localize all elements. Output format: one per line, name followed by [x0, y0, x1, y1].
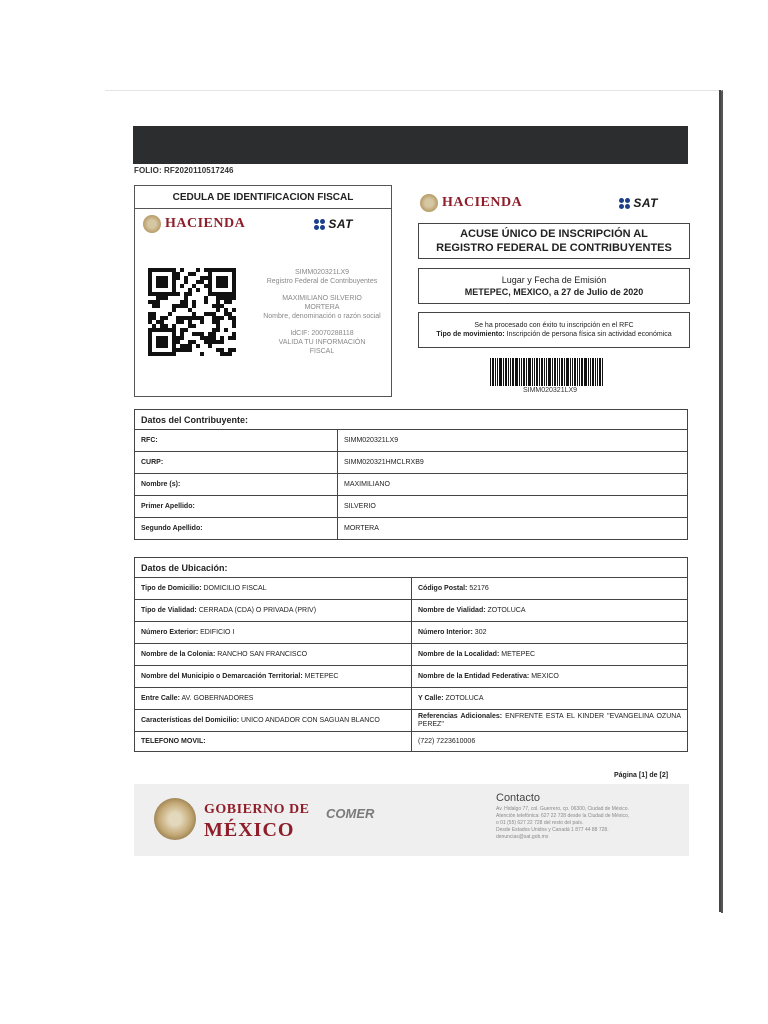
lugar-value: METEPEC, MEXICO, a 27 de Julio de 2020	[464, 287, 644, 297]
row-value: SIMM020321HMCLRXB9	[338, 452, 688, 474]
row-value: SIMM020321LX9	[338, 430, 688, 452]
table-row	[135, 518, 688, 540]
table-row	[135, 688, 688, 710]
ubicacion-cell-right	[412, 710, 688, 732]
cell-value: ENFRENTE ESTA EL KINDER "EVANGELINA OZUNA PEREZ"	[418, 712, 681, 728]
cedula-name-2: MORTERA	[304, 304, 340, 311]
footer-banner	[134, 784, 689, 856]
procesado-text: Se ha procesado con éxito tu inscripción en el RFC	[474, 322, 634, 329]
cell-label: Características del Domicilio:	[141, 716, 240, 724]
gobierno-logo	[204, 800, 309, 840]
table-row	[135, 452, 688, 474]
lugar-fecha-box	[418, 268, 690, 304]
comer-logo: COMER	[326, 806, 375, 821]
row-label: Primer Apellido:	[135, 496, 338, 518]
cell-value: ZOTOLUCA	[487, 607, 526, 614]
cedula-rfc-caption: Registro Federal de Contribuyentes	[266, 278, 378, 285]
row-label: CURP:	[135, 452, 338, 474]
movimiento-label: Tipo de movimiento:	[436, 331, 505, 338]
table-row	[135, 732, 688, 752]
ubicacion-cell-right	[412, 600, 688, 622]
cell-value: RANCHO SAN FRANCISCO	[217, 651, 308, 658]
ubicacion-cell-left	[135, 732, 412, 752]
cell-label: Nombre de la Localidad:	[418, 651, 500, 658]
page-indicator: Página [1] de [2]	[614, 772, 669, 779]
cedula-valida-1: VALIDA TU INFORMACIÓN	[278, 339, 366, 346]
sat-dots-icon	[619, 198, 630, 209]
table-row	[135, 496, 688, 518]
cell-value: 52176	[469, 585, 489, 592]
gobierno-line-1: GOBIERNO DE	[204, 802, 310, 817]
cell-value: CERRADA (CDA) O PRIVADA (PRIV)	[198, 607, 317, 614]
row-value: MAXIMILIANO	[338, 474, 688, 496]
lugar-title: Lugar y Fecha de Emisión	[501, 275, 607, 285]
contacto-block	[496, 792, 681, 841]
table-row	[135, 666, 688, 688]
gobierno-line-2: MÉXICO	[204, 819, 295, 841]
hacienda-wordmark: HACIENDA	[165, 216, 246, 231]
sat-wordmark-right: SAT	[633, 196, 658, 210]
contacto-line: Desde Estados Unidos y Canadá 1 877 44 88 728.	[496, 827, 609, 833]
cell-value: MEXICO	[531, 673, 559, 680]
sat-wordmark: SAT	[328, 217, 353, 231]
mexico-seal-icon	[143, 215, 161, 233]
row-label: Nombre (s):	[135, 474, 338, 496]
contacto-line: o 01 (55) 627 22 728 del resto del país.	[496, 820, 584, 826]
cedula-name-caption: Nombre, denominación o razón social	[263, 313, 381, 320]
cell-value: METEPEC	[304, 673, 339, 680]
cell-label: Entre Calle:	[141, 695, 180, 702]
cedula-name-1: MAXIMILIANO SILVERIO	[282, 295, 362, 302]
contribuyente-title: Datos del Contribuyente:	[135, 410, 688, 430]
row-value: SILVERIO	[338, 496, 688, 518]
ubicacion-cell-right	[412, 622, 688, 644]
page-edge	[719, 90, 721, 912]
ubicacion-title: Datos de Ubicación:	[135, 558, 688, 578]
cedula-valida-2: FISCAL	[309, 348, 335, 355]
sat-logo-right	[619, 196, 658, 210]
cell-value: METEPEC	[501, 651, 536, 658]
acuse-line-1: ACUSE ÚNICO DE INSCRIPCIÓN AL	[460, 228, 648, 240]
acuse-title-box	[418, 223, 690, 259]
cell-label: TELEFONO MOVIL:	[141, 738, 206, 745]
barcode-text: SIMM020321LX9	[522, 387, 578, 394]
folio-number: FOLIO: RF2020110517246	[134, 166, 234, 175]
ubicacion-cell-left	[135, 578, 412, 600]
cell-label: Número Interior:	[418, 629, 473, 636]
cedula-rfc: SIMM020321LX9	[294, 269, 350, 276]
row-value: MORTERA	[338, 518, 688, 540]
contribuyente-table	[134, 409, 688, 540]
cell-label: Nombre de la Colonia:	[141, 651, 216, 658]
contacto-title: Contacto	[496, 792, 541, 804]
ubicacion-table	[134, 557, 688, 752]
acuse-line-2: REGISTRO FEDERAL DE CONTRIBUYENTES	[436, 242, 672, 254]
cell-value: ZOTOLUCA	[445, 695, 484, 702]
cedula-title: CEDULA DE IDENTIFICACION FISCAL	[135, 186, 391, 209]
qr-code	[148, 268, 236, 356]
mexico-seal-icon	[420, 194, 438, 212]
cell-value: UNICO ANDADOR CON SAGUAN BLANCO	[241, 716, 380, 724]
movimiento-box	[418, 312, 690, 348]
table-row	[135, 578, 688, 600]
ubicacion-cell-right	[412, 578, 688, 600]
gobierno-seal-icon	[154, 798, 196, 840]
cedula-info	[258, 268, 386, 356]
table-row	[135, 600, 688, 622]
table-row	[135, 622, 688, 644]
contacto-line: Av. Hidalgo 77, col. Guerrero, cp. 06300, Ciudad de México.	[496, 806, 629, 812]
table-row	[135, 710, 688, 732]
header-bar	[133, 126, 688, 164]
cell-label: Nombre del Municipio o Demarcación Territorial:	[141, 673, 303, 680]
contacto-email: denuncias@sat.gob.mx	[496, 834, 549, 840]
table-row	[135, 644, 688, 666]
cell-value: 302	[474, 629, 487, 636]
ubicacion-cell-left	[135, 666, 412, 688]
hacienda-logo-right	[420, 194, 522, 212]
ubicacion-cell-left	[135, 644, 412, 666]
ubicacion-cell-right	[412, 644, 688, 666]
cell-label: Referencias Adicionales:	[418, 712, 503, 720]
ubicacion-cell-left	[135, 688, 412, 710]
cell-label: Número Exterior:	[141, 629, 199, 636]
table-row	[135, 474, 688, 496]
row-label: RFC:	[135, 430, 338, 452]
sat-dots-icon	[314, 219, 325, 230]
ubicacion-cell-left	[135, 710, 412, 732]
ubicacion-cell-left	[135, 622, 412, 644]
cedula-idcif: IdCIF: 20070288118	[290, 330, 354, 337]
cell-label: Tipo de Vialidad:	[141, 607, 197, 614]
contacto-line: Atención telefónica: 627 22 728 desde la Ciudad de México,	[496, 813, 630, 819]
hacienda-wordmark-right: HACIENDA	[442, 195, 523, 210]
row-label: Segundo Apellido:	[135, 518, 338, 540]
cell-label: Y Calle:	[418, 695, 444, 702]
movimiento-value: Inscripción de persona física sin actividad económica	[506, 331, 672, 338]
cell-label: Tipo de Domicilio:	[141, 585, 202, 592]
right-logos	[420, 194, 688, 212]
barcode	[490, 358, 610, 386]
ubicacion-cell-right	[412, 732, 688, 752]
ubicacion-cell-right	[412, 666, 688, 688]
cell-label: Nombre de la Entidad Federativa:	[418, 673, 530, 680]
ubicacion-cell-left	[135, 600, 412, 622]
hacienda-logo	[143, 215, 245, 233]
table-row	[135, 430, 688, 452]
sat-logo	[314, 217, 353, 231]
cell-label: Código Postal:	[418, 585, 468, 592]
cell-value: (722) 7223610006	[418, 738, 476, 745]
cell-value: EDIFICIO I	[200, 629, 235, 636]
ubicacion-cell-right	[412, 688, 688, 710]
cell-value: DOMICILIO FISCAL	[203, 585, 267, 592]
cell-label: Nombre de Vialidad:	[418, 607, 486, 614]
cell-value: AV. GOBERNADORES	[181, 695, 254, 702]
